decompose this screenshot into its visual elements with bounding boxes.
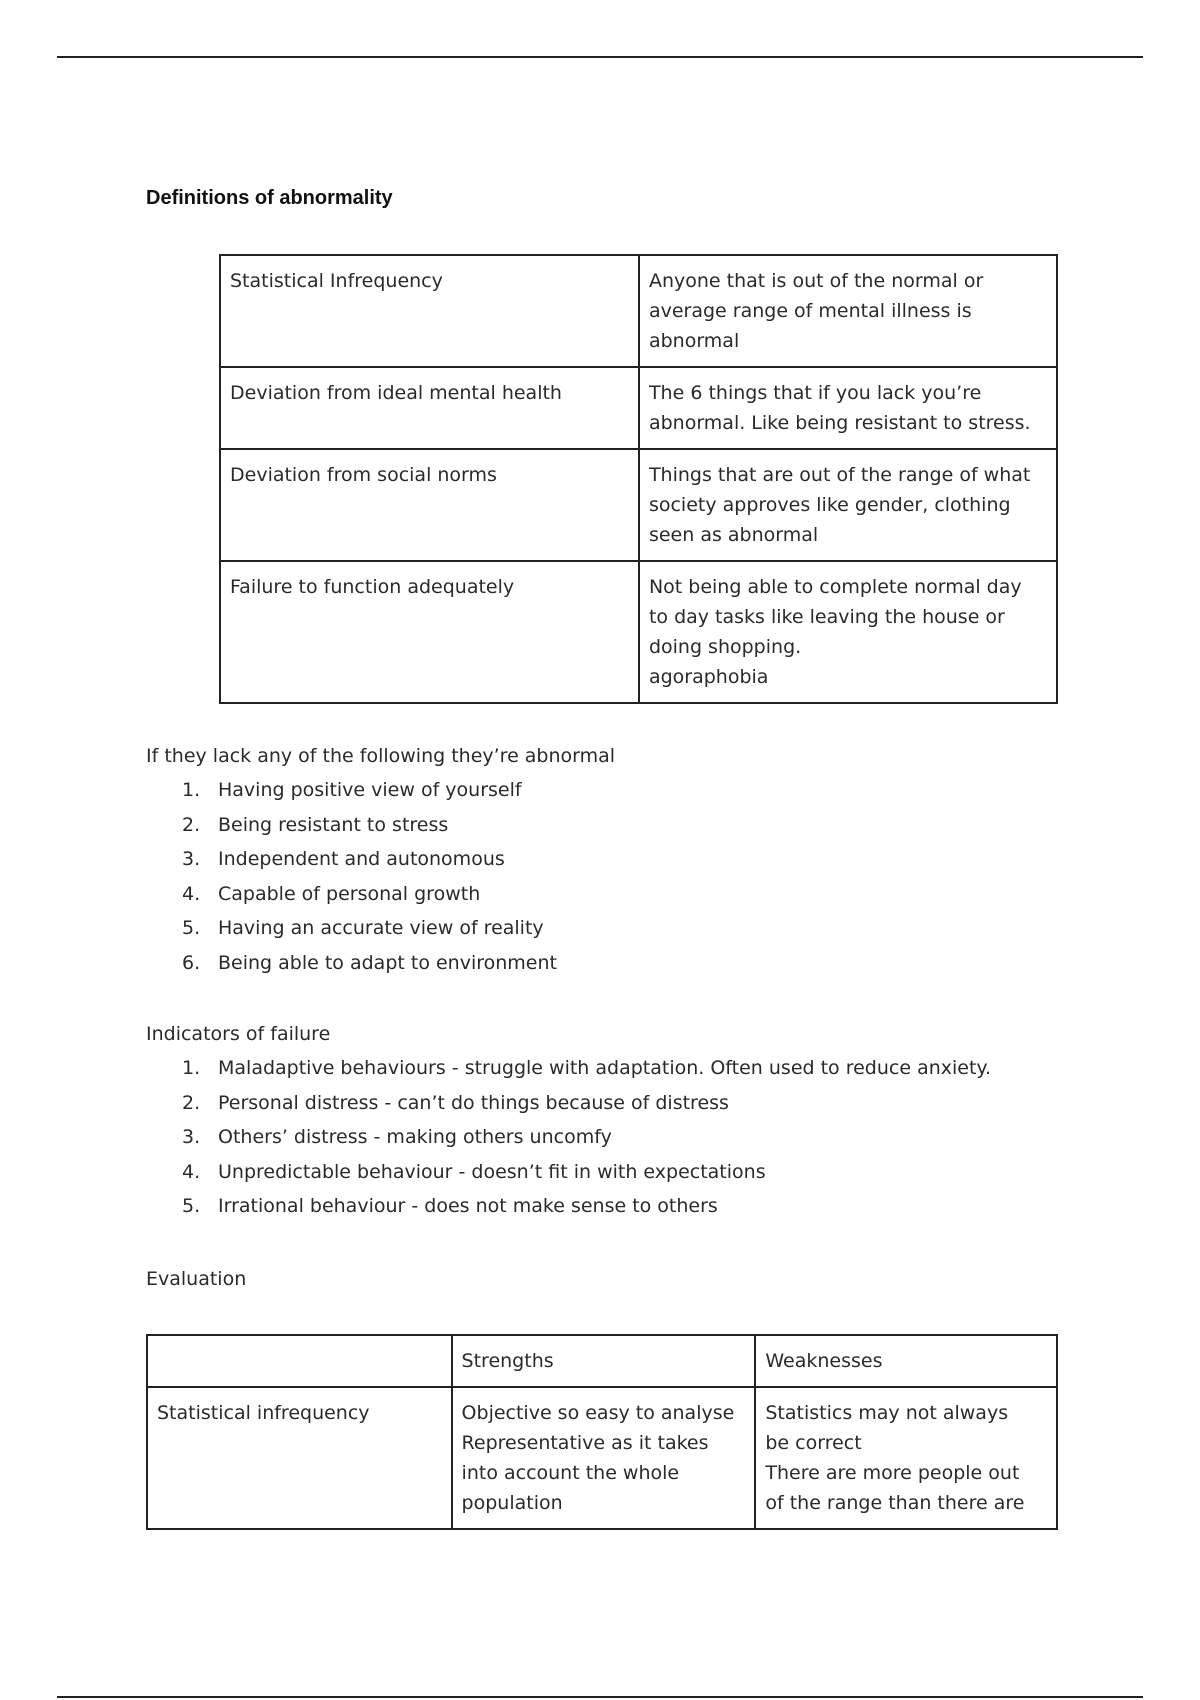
list-item xyxy=(146,948,557,983)
list-text: Others’ distress - making others uncomfy xyxy=(218,1126,612,1149)
list-text: Personal distress - can’t do things because of distress xyxy=(218,1091,729,1114)
list-text: Maladaptive behaviours - struggle with adaptation. Often used to reduce anxiety. xyxy=(218,1057,992,1079)
definition-term: Statistical Infrequency xyxy=(220,255,639,367)
list-item xyxy=(146,1053,991,1088)
table-row xyxy=(220,367,1057,449)
list-text: Having an accurate view of reality xyxy=(218,917,544,940)
strengths-cell xyxy=(452,1387,756,1529)
list-text: Being resistant to stress xyxy=(218,813,449,836)
list-text: Capable of personal growth xyxy=(218,882,481,905)
weaknesses-cell xyxy=(755,1387,1057,1529)
description-line: doing shopping. xyxy=(648,636,802,658)
description-line: Things that are out of the range of what xyxy=(648,464,1031,486)
list-text: Having positive view of yourself xyxy=(218,779,522,801)
description-line: The 6 things that if you lack you’re xyxy=(648,382,982,404)
cell-line: be correct xyxy=(765,1432,862,1454)
list-item xyxy=(146,844,557,879)
definition-description xyxy=(639,449,1057,561)
list-text: Unpredictable behaviour - doesn’t fit in with expectations xyxy=(218,1160,766,1183)
list-number: 3. xyxy=(182,848,201,871)
list-text: Irrational behaviour - does not make sense to others xyxy=(218,1195,718,1218)
evaluation-table xyxy=(146,1334,1058,1530)
table-header-row xyxy=(147,1335,1057,1387)
description-line: abnormal xyxy=(648,330,740,352)
definition-term: Deviation from social norms xyxy=(220,449,639,561)
list-number: 2. xyxy=(182,1091,201,1114)
cell-line: population xyxy=(461,1492,563,1514)
list-item xyxy=(146,1157,991,1192)
ideal-mental-health-list xyxy=(146,775,557,983)
list-number: 4. xyxy=(182,1160,201,1183)
list-item xyxy=(146,1122,991,1157)
definition-description xyxy=(639,367,1057,449)
description-line: to day tasks like leaving the house or xyxy=(648,606,1005,628)
list-number: 6. xyxy=(182,951,201,974)
indicators-of-failure-list xyxy=(146,1053,991,1226)
description-line: Anyone that is out of the normal or xyxy=(648,270,984,292)
description-line: average range of mental illness is xyxy=(648,300,972,322)
definition-description xyxy=(639,561,1057,703)
list-item xyxy=(146,775,557,810)
description-line: abnormal. Like being resistant to stress. xyxy=(648,412,1031,434)
cell-line: into account the whole xyxy=(461,1462,680,1484)
list-item xyxy=(146,913,557,948)
table-row xyxy=(220,561,1057,703)
cell-line: Representative as it takes xyxy=(461,1432,709,1454)
definition-term: Deviation from ideal mental health xyxy=(220,367,639,449)
column-header-empty xyxy=(147,1335,452,1387)
list-number: 5. xyxy=(182,1195,201,1218)
list-number: 1. xyxy=(182,779,201,801)
list-number: 4. xyxy=(182,882,201,905)
cell-line: There are more people out xyxy=(765,1462,1020,1484)
cell-line: of the range than there are xyxy=(765,1492,1025,1514)
description-line: society approves like gender, clothing xyxy=(648,494,1011,516)
list-number: 2. xyxy=(182,813,201,836)
description-line: seen as abnormal xyxy=(648,524,819,546)
top-rule xyxy=(57,56,1143,58)
table-row xyxy=(220,449,1057,561)
list-text: Independent and autonomous xyxy=(218,848,505,871)
row-label: Statistical infrequency xyxy=(147,1387,452,1529)
cell-line: Statistics may not always xyxy=(765,1402,1009,1424)
description-line: agoraphobia xyxy=(648,666,769,688)
page-heading: Definitions of abnormality xyxy=(146,187,393,209)
list-text: Being able to adapt to environment xyxy=(218,951,557,974)
list-item xyxy=(146,879,557,914)
description-line: Not being able to complete normal day xyxy=(648,576,1022,598)
evaluation-label: Evaluation xyxy=(146,1268,247,1290)
definitions-table xyxy=(219,254,1058,704)
table-row xyxy=(147,1387,1057,1529)
bottom-rule xyxy=(57,1696,1143,1698)
list-number: 5. xyxy=(182,917,201,940)
definition-description xyxy=(639,255,1057,367)
failure-intro: Indicators of failure xyxy=(146,1023,331,1045)
list-number: 3. xyxy=(182,1126,201,1149)
column-header-strengths: Strengths xyxy=(452,1335,756,1387)
cell-line: Objective so easy to analyse xyxy=(461,1402,735,1424)
list-item xyxy=(146,1191,991,1226)
column-header-weaknesses: Weaknesses xyxy=(755,1335,1057,1387)
list-item xyxy=(146,1088,991,1123)
list-item xyxy=(146,810,557,845)
definition-term: Failure to function adequately xyxy=(220,561,639,703)
list-number: 1. xyxy=(182,1057,201,1079)
table-row xyxy=(220,255,1057,367)
ideal-intro: If they lack any of the following they’re abnormal xyxy=(146,745,616,767)
